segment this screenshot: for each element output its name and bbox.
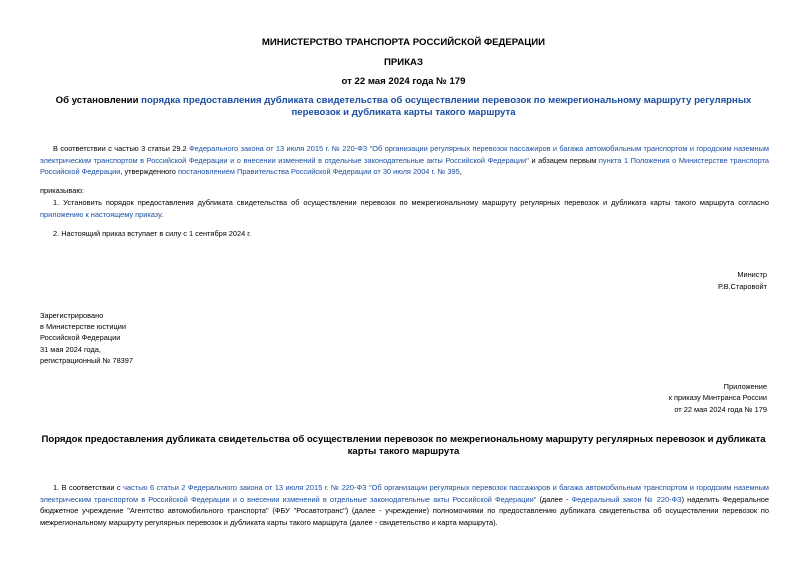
- preamble-paragraph: [40, 143, 769, 178]
- government-decree-link[interactable]: постановлением Правительства Российской Федерации от 30 июля 2004 г. № 395: [177, 167, 460, 177]
- point1-text-3: ) наделить Федеральное бюджетное учреждение "Агентство автомобильного транспорта" (ФБУ "Росавтотранс") (далее - учреждение) полномочиями по предоставлению дубликата свидетельства об осуществлении перевозок по межрегиональному маршруту регулярных перевозок и дубликата карты такого маршрута (далее - свидетельство и карта маршрута).: [40, 494, 769, 527]
- order-item-1: [40, 197, 769, 220]
- appendix-header: [669, 381, 767, 415]
- signature-block: [718, 269, 767, 292]
- appendix-line-2: к приказу Минтранса России: [668, 393, 767, 403]
- doc-date-number: от 22 мая 2024 года № 179: [341, 76, 466, 87]
- registration-line-3: Российской Федерации: [40, 333, 121, 343]
- registration-line-1: Зарегистрировано: [40, 311, 104, 320]
- order-subject: [40, 95, 767, 119]
- regulation-link[interactable]: пункта 1 Положения о Министерстве транспорта Российской Федерации: [40, 155, 769, 177]
- order-word: приказываю:: [40, 186, 84, 195]
- item1-text: 1. Установить порядок предоставления дубликата свидетельства об осуществлении перевозок по межрегиональному маршруту регулярных перевозок и дубликата карты такого маршрута согласно: [53, 198, 769, 207]
- signature-name: Р.В.Старовойт: [717, 281, 767, 291]
- subject-prefix: Об установлении: [55, 95, 142, 106]
- signature-position: Министр: [737, 270, 767, 279]
- preamble-text-2: и абзацем первым: [528, 155, 599, 165]
- preamble-text-3: , утвержденного: [120, 167, 178, 177]
- appendix-title: Порядок предоставления дубликата свидетельства об осуществлении перевозок по межрегиональному маршруту регулярных перевозок и дубликата карты такого маршрута: [41, 434, 766, 457]
- registration-line-2: в Министерстве юстиции: [40, 322, 127, 332]
- item1-end: .: [161, 209, 164, 219]
- preamble-text-1: В соответствии с частью 3 статьи 29.2: [53, 144, 190, 153]
- federal-law-link[interactable]: Федерального закона от 13 июля 2015 г. № 220-ФЗ "Об организации регулярных перевозок пассажиров и багажа автомобильным транспортом и городским наземным электрическим транспортом в Российской Федерации и о внесении изменений в отдельные законодательные акты Российской Федерации": [40, 144, 769, 165]
- point1-text-2: (далее -: [536, 494, 572, 504]
- order-item-2: 2. Настоящий приказ вступает в силу с 1 сентября 2024 г.: [53, 229, 252, 238]
- appendix-line-1: Приложение: [723, 382, 767, 391]
- doc-type-heading: ПРИКАЗ: [384, 57, 423, 68]
- ministry-heading: МИНИСТЕРСТВО ТРАНСПОРТА РОССИЙСКОЙ ФЕДЕРАЦИИ: [261, 37, 546, 48]
- appendix-link[interactable]: приложению к настоящему приказу: [40, 209, 162, 219]
- subject-link[interactable]: порядка предоставления дубликата свидетельства об осуществлении перевозок по межрегиональному маршруту регулярных перевозок и дубликата карты такого маршрута: [141, 95, 752, 118]
- registration-line-5: регистрационный № 78397: [40, 355, 134, 365]
- appendix-line-3: от 22 мая 2024 года № 179: [674, 404, 767, 414]
- registration-block: [40, 310, 133, 366]
- point1-text-1: 1. В соответствии с: [53, 483, 124, 492]
- federal-law-220-link[interactable]: Федеральный закон № 220-ФЗ: [571, 494, 682, 504]
- law-article-link[interactable]: частью 6 статьи 2 Федерального закона от 13 июля 2015 г. № 220-ФЗ "Об организации регулярных перевозок пассажиров и багажа автомобильным транспортом и городским наземным электрическим транспортом в Российской Федерации и о внесении изменений в отдельные законодательные акты Российской Федерации": [40, 483, 770, 504]
- procedure-point-1: [40, 482, 769, 528]
- preamble-text-4: ,: [459, 167, 462, 177]
- registration-line-4: 31 мая 2024 года,: [40, 344, 101, 354]
